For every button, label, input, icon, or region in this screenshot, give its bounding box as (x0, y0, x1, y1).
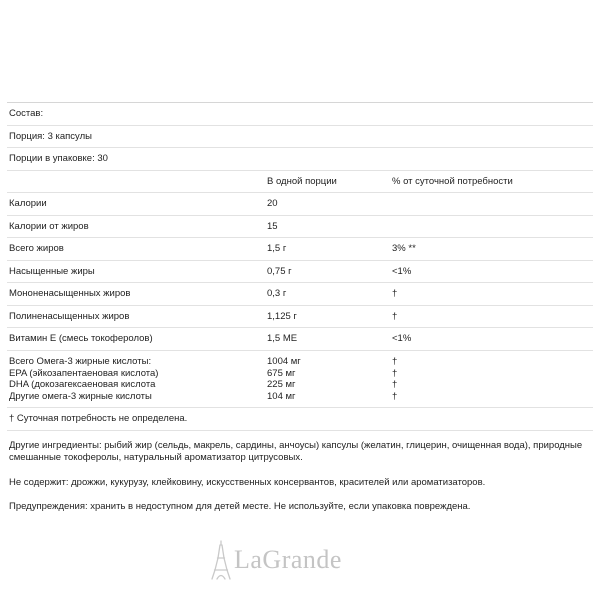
serving-size: Порция: 3 капсулы (9, 130, 92, 142)
nutrient-dv: † (392, 310, 398, 322)
column-header-daily-value: % от суточной потребности (392, 175, 513, 187)
table-header-row (7, 171, 593, 194)
nutrient-dv: <1% (392, 265, 412, 277)
table-row (7, 356, 593, 368)
column-header-per-serving: В одной порции (267, 175, 337, 187)
nutrient-name: Калории (9, 198, 47, 210)
nutrient-name: Всего Омега-3 жирные кислоты: (9, 355, 152, 367)
warnings-text: Предупреждения: хранить в недоступном для детей месте. Не используйте, если упаковка повреждена. (9, 501, 471, 513)
nutrient-dv: † (392, 355, 398, 367)
table-row (7, 193, 593, 216)
nutrient-name: Калории от жиров (9, 220, 89, 232)
table-row (7, 328, 593, 351)
lagrande-watermark (210, 540, 342, 580)
table-row (7, 216, 593, 239)
table-row (7, 379, 593, 391)
supplement-facts (7, 102, 593, 514)
nutrient-dv: 3% ** (392, 243, 416, 255)
nutrient-amount: 20 (267, 198, 278, 210)
nutrient-name: Витамин E (смесь токоферолов) (9, 333, 153, 345)
nutrient-dv: † (392, 379, 398, 391)
nutrient-amount: 0,75 г (267, 265, 292, 277)
nutrient-name: Насыщенные жиры (9, 265, 95, 277)
nutrient-name: Другие омега-3 жирные кислоты (9, 391, 152, 403)
table-row (7, 283, 593, 306)
table-row (7, 306, 593, 329)
nutrient-name: Полиненасыщенных жиров (9, 310, 130, 322)
table-row (7, 367, 593, 379)
composition-heading-row (7, 103, 593, 126)
free-from-text: Не содержит: дрожжи, кукурузу, клейковину, искусственных консервантов, красителей или ароматизаторов. (9, 476, 486, 488)
nutrient-dv: † (392, 288, 398, 300)
omega-3-group (7, 351, 593, 408)
nutrient-name: Мононенасыщенных жиров (9, 288, 131, 300)
nutrient-amount: 675 мг (267, 367, 296, 379)
nutrient-name: EPA (эйкозапентаеновая кислота) (9, 367, 159, 379)
nutrient-amount: 225 мг (267, 379, 296, 391)
nutrient-amount: 1,5 МЕ (267, 333, 298, 345)
other-ingredients-text: Другие ингредиенты: рыбий жир (сельдь, макрель, сардины, анчоусы) капсулы (желатин, глицерин, очищенная вода), природные смешанные токоферолы, натуральный ароматизатор цитрусовых. (9, 439, 583, 464)
servings-per-container-row (7, 148, 593, 171)
eiffel-tower-icon (210, 540, 232, 580)
table-row (7, 238, 593, 261)
serving-size-row (7, 126, 593, 149)
table-row (7, 391, 593, 403)
composition-heading: Состав: (9, 108, 44, 120)
nutrient-name: Всего жиров (9, 243, 64, 255)
nutrient-name: DHA (докозагексаеновая кислота (9, 379, 156, 391)
nutrient-amount: 15 (267, 220, 278, 232)
nutrient-dv: † (392, 391, 398, 403)
nutrient-dv: † (392, 367, 398, 379)
nutrient-amount: 1,125 г (267, 310, 297, 322)
servings-per-container: Порции в упаковке: 30 (9, 153, 108, 165)
nutrient-amount: 1004 мг (267, 355, 301, 367)
brand-name: LaGrande (234, 545, 342, 574)
table-row (7, 261, 593, 284)
nutrient-amount: 1,5 г (267, 243, 287, 255)
nutrient-amount: 0,3 г (267, 288, 287, 300)
nutrient-amount: 104 мг (267, 391, 296, 403)
nutrient-dv: <1% (392, 333, 412, 345)
daily-value-footnote: † Суточная потребность не определена. (7, 408, 593, 431)
